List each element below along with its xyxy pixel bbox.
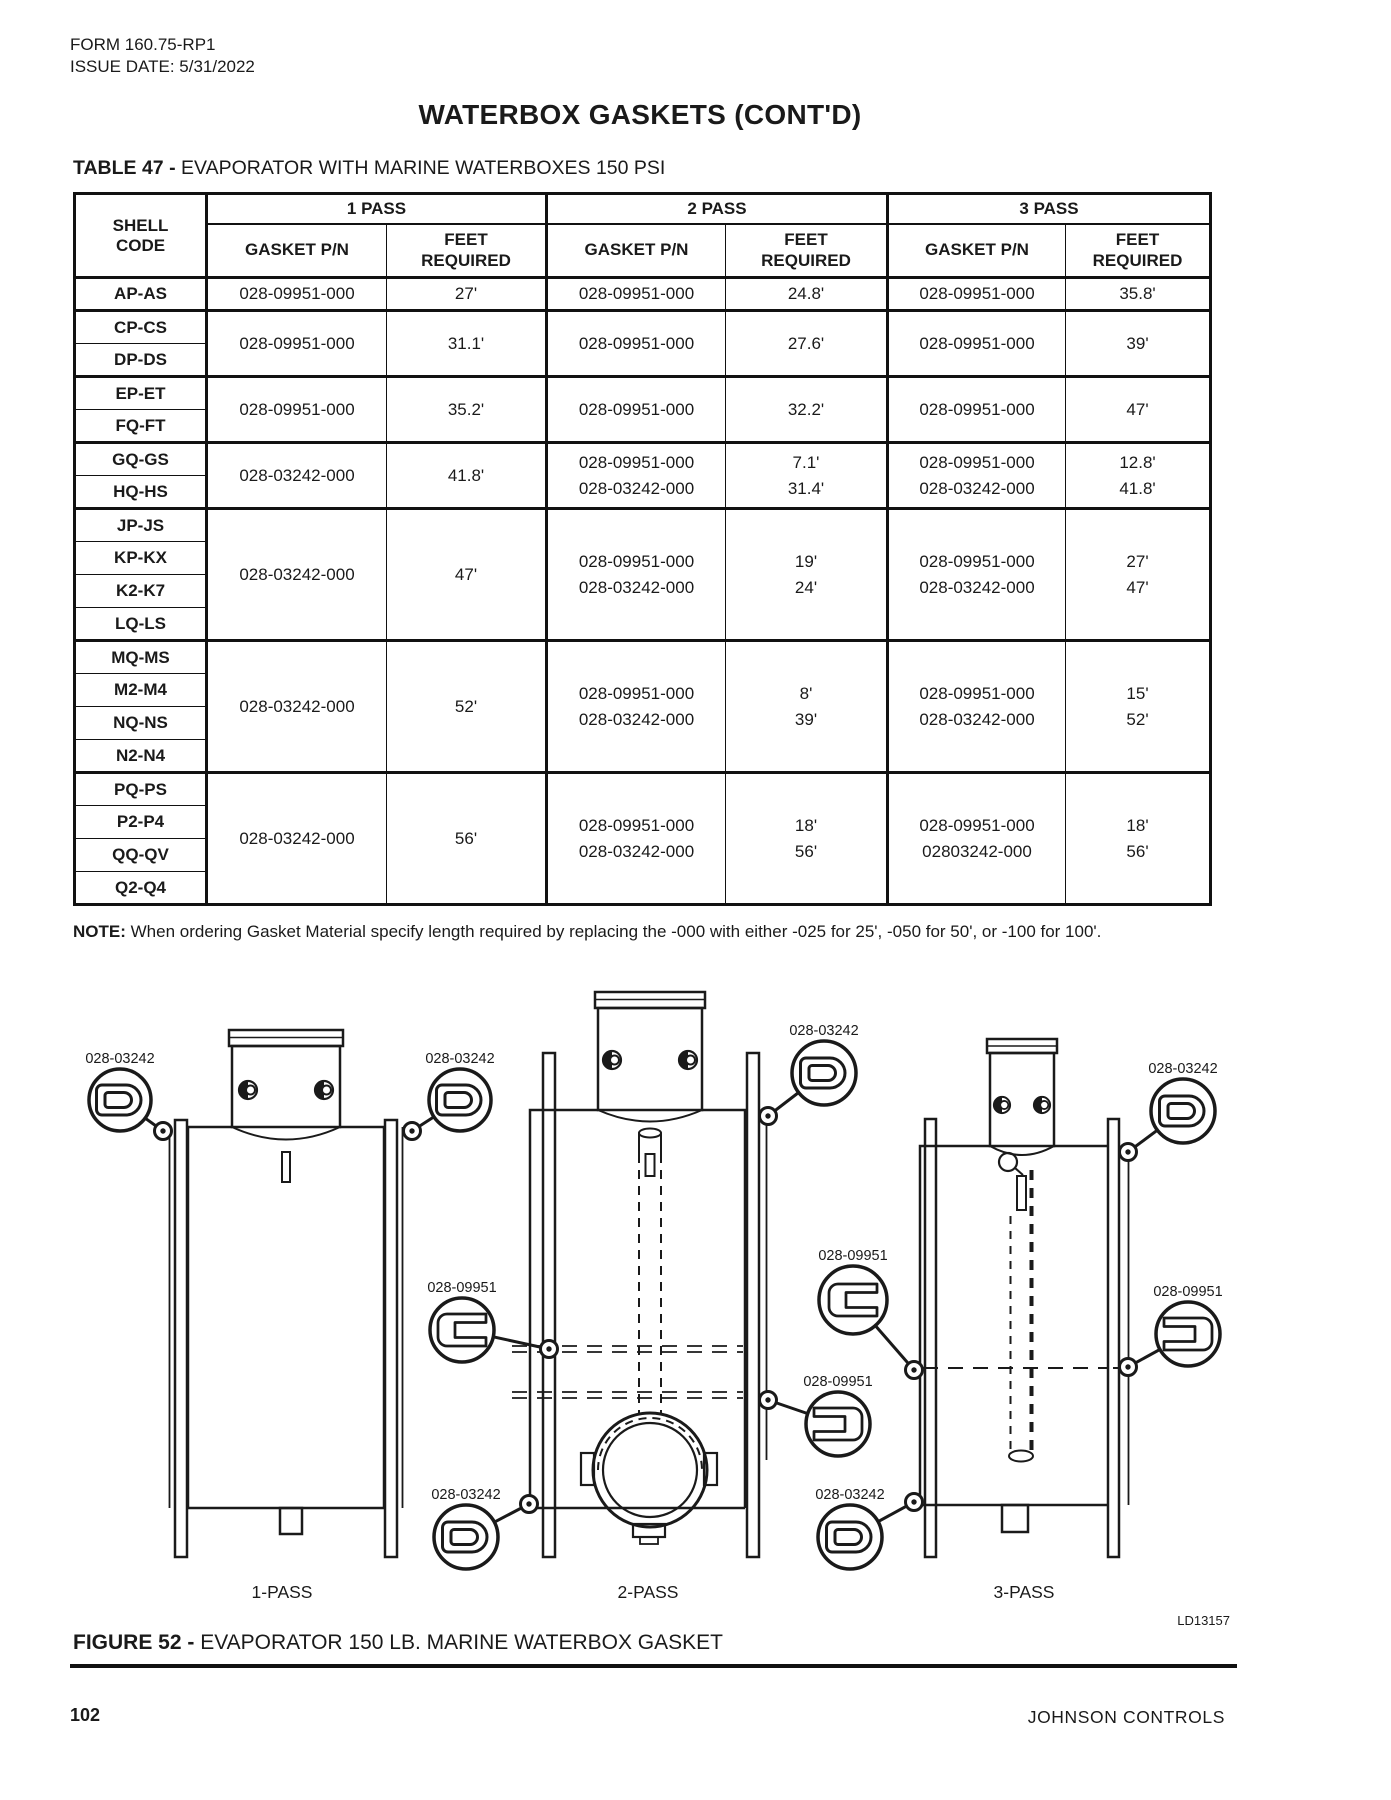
table-caption-text: EVAPORATOR WITH MARINE WATERBOXES 150 PSI [181, 157, 666, 179]
ft-line: 18' [1126, 815, 1149, 835]
bottom-nozzle [1002, 1505, 1028, 1532]
gasket-pn-cell: 028-09951-000 [547, 278, 726, 311]
pass1-header: 1 PASS [207, 194, 547, 224]
table-row [75, 509, 1211, 542]
evaporator-2pass-diagram [512, 992, 767, 1557]
table-row [75, 377, 1211, 410]
feet-required-cell [1066, 641, 1211, 773]
bolt-icon [1034, 1097, 1050, 1113]
pn-line: 028-09951-000 [578, 683, 695, 703]
pn-line: 028-03242-000 [578, 841, 695, 861]
ft-line: 52' [1126, 709, 1149, 729]
bolt-icon [603, 1051, 621, 1069]
table-row [75, 443, 1211, 476]
sight-slot [282, 1152, 290, 1182]
gasket-pn-header: GASKET P/N [547, 224, 726, 278]
ft-line: 18' [794, 815, 818, 835]
form-number: FORM 160.75-RP1 [70, 35, 216, 54]
ft-line: 31.4' [787, 478, 825, 498]
gasket-pn-cell [547, 443, 726, 509]
feet-required-cell [1066, 509, 1211, 641]
gasket-pn-cell [888, 773, 1066, 905]
gasket-pn-header: GASKET P/N [888, 224, 1066, 278]
table-row [75, 641, 1211, 674]
ft-line: 27' [1126, 551, 1149, 571]
callout-3pass-right-partition [1120, 1302, 1221, 1376]
callout-label: 028-09951 [427, 1280, 497, 1296]
table-header-row [75, 194, 1211, 224]
shell-code-header [75, 194, 207, 278]
evaporator-figure [60, 960, 1340, 1620]
table-row [75, 278, 1211, 311]
callout-label: 028-03242 [789, 1023, 859, 1039]
callout-label: 028-03242 [815, 1487, 885, 1503]
bolt-icon [994, 1097, 1010, 1113]
feet-required-cell: 35.2' [387, 377, 547, 443]
figure-caption [73, 1631, 723, 1655]
gasket-pn-cell: 028-09951-000 [207, 377, 387, 443]
shell-code-cell: JP-JS [75, 509, 207, 542]
bottom-nozzle [280, 1508, 302, 1534]
feet-required-cell: 32.2' [726, 377, 888, 443]
page-title: WATERBOX GASKETS (CONT'D) [418, 99, 862, 130]
shell-header-line1: SHELL [112, 215, 169, 235]
callout-2pass-topright [760, 1041, 857, 1125]
issue-date: ISSUE DATE: 5/31/2022 [70, 57, 255, 77]
table-row [75, 773, 1211, 806]
shell-code-cell: MQ-MS [75, 641, 207, 674]
pn-line: 028-03242-000 [578, 709, 695, 729]
table-note [73, 922, 1263, 942]
pn-line: 028-09951-000 [578, 551, 695, 571]
callout-2pass-left-bottom [434, 1496, 538, 1570]
feet-required-cell [726, 641, 888, 773]
shell-code-cell: NQ-NS [75, 707, 207, 740]
shell-code-cell: P2-P4 [75, 806, 207, 839]
gasket-pn-cell [888, 509, 1066, 641]
company-name: JOHNSON CONTROLS [1027, 1707, 1225, 1727]
callout-label: 028-03242 [85, 1051, 155, 1067]
pn-line: 028-03242-000 [919, 709, 1035, 729]
ft-line: 15' [1126, 683, 1149, 703]
feet-required-cell: 39' [1066, 311, 1211, 377]
shell-code-cell: HQ-HS [75, 476, 207, 509]
callout-label: 028-03242 [1148, 1061, 1218, 1077]
feet-required-cell [1066, 773, 1211, 905]
gasket-pn-cell [547, 509, 726, 641]
callout-1pass-right [404, 1069, 492, 1140]
shell-code-cell: DP-DS [75, 344, 207, 377]
feet-required-cell [726, 509, 888, 641]
callout-3pass-left-bottom [818, 1494, 923, 1570]
figure-caption-label: FIGURE 52 - [73, 1631, 195, 1654]
feet-required-cell: 27.6' [726, 311, 888, 377]
note-label: NOTE: [73, 922, 126, 941]
feet-required-cell: 41.8' [387, 443, 547, 509]
pn-line: 028-09951-000 [919, 815, 1035, 835]
shell-code-cell: LQ-LS [75, 608, 207, 641]
evaporator-1pass-diagram [170, 1030, 403, 1557]
callout-label: 028-03242 [431, 1487, 501, 1503]
feet-required-cell: 56' [387, 773, 547, 905]
ft-line: 24' [794, 577, 818, 597]
gasket-pn-cell [547, 641, 726, 773]
evaporator-3pass-diagram [920, 1039, 1129, 1557]
gasket-pn-cell: 028-09951-000 [888, 278, 1066, 311]
shell-code-cell: FQ-FT [75, 410, 207, 443]
gasket-pn-cell: 028-09951-000 [888, 311, 1066, 377]
table-row [75, 311, 1211, 344]
pn-line: 028-09951-000 [919, 452, 1035, 472]
table-caption-label: TABLE 47 - [73, 157, 176, 179]
callout-2pass-right-partition [760, 1392, 871, 1457]
table-subheader-row [75, 224, 1211, 278]
gasket-table [73, 192, 1212, 906]
shell-code-cell: GQ-GS [75, 443, 207, 476]
marine-waterbox-dome [581, 1413, 717, 1544]
shell-code-cell: EP-ET [75, 377, 207, 410]
ft-line: 12.8' [1119, 452, 1156, 472]
callout-label: 028-09951 [1153, 1284, 1223, 1300]
shell-code-cell: KP-KX [75, 542, 207, 575]
feet-required-cell [726, 443, 888, 509]
gasket-table-wrapper [73, 192, 1212, 906]
ft-line: 19' [794, 551, 818, 571]
callout-1pass-left [89, 1069, 172, 1140]
callout-label: 028-09951 [803, 1374, 873, 1390]
shell-header-line2: CODE [115, 235, 166, 255]
figure-caption-text: EVAPORATOR 150 LB. MARINE WATERBOX GASKET [200, 1631, 723, 1654]
shell-code-cell: AP-AS [75, 278, 207, 311]
ft-line: 7.1' [792, 452, 820, 472]
shell-code-cell: CP-CS [75, 311, 207, 344]
shell-code-cell: K2-K7 [75, 575, 207, 608]
feet-required-cell: 35.8' [1066, 278, 1211, 311]
ft-line: 56' [1126, 841, 1149, 861]
pass3-header: 3 PASS [888, 194, 1211, 224]
feet-required-text: FEET REQUIRED [421, 230, 511, 271]
callout-3pass-topright [1120, 1079, 1216, 1161]
drawing-id: LD13157 [1177, 1613, 1230, 1628]
ft-line: 39' [794, 709, 818, 729]
pn-line: 028-09951-000 [919, 683, 1035, 703]
internal-pipe-top [639, 1129, 661, 1138]
shell-code-cell: PQ-PS [75, 773, 207, 806]
pass-label-3: 3-PASS [993, 1582, 1055, 1602]
pass-label-1: 1-PASS [251, 1582, 313, 1602]
hidden-pipe [639, 1154, 661, 1414]
page-number: 102 [70, 1705, 101, 1725]
pn-line: 02803242-000 [922, 841, 1032, 861]
feet-required-cell: 24.8' [726, 278, 888, 311]
gasket-pn-cell [888, 443, 1066, 509]
ft-line: 41.8' [1119, 478, 1156, 498]
pass2-header: 2 PASS [547, 194, 888, 224]
pn-line: 028-03242-000 [919, 577, 1035, 597]
note-text: When ordering Gasket Material specify length required by replacing the -000 with either -025 for 25', -050 for 50', or -100 for 100'. [130, 922, 1102, 941]
feet-required-header [726, 224, 888, 278]
gasket-pn-cell: 028-09951-000 [547, 377, 726, 443]
ft-line: 56' [794, 841, 818, 861]
bolt-icon [239, 1081, 257, 1099]
gasket-pn-cell [547, 773, 726, 905]
footer-rule [70, 1664, 1237, 1668]
callout-label: 028-09951 [818, 1248, 888, 1264]
feet-required-text: FEET REQUIRED [1092, 230, 1183, 271]
feet-required-cell: 47' [387, 509, 547, 641]
feet-required-cell: 52' [387, 641, 547, 773]
shell-code-cell: M2-M4 [75, 674, 207, 707]
feet-required-header [387, 224, 547, 278]
pn-line: 028-09951-000 [578, 815, 695, 835]
gasket-pn-cell: 028-03242-000 [207, 773, 387, 905]
shell-code-cell: Q2-Q4 [75, 872, 207, 905]
pn-line: 028-09951-000 [919, 551, 1035, 571]
feet-required-cell: 47' [1066, 377, 1211, 443]
gasket-pn-cell: 028-03242-000 [207, 641, 387, 773]
pass-label-2: 2-PASS [617, 1582, 679, 1602]
bolt-icon [315, 1081, 333, 1099]
gasket-pn-cell: 028-03242-000 [207, 443, 387, 509]
gasket-pn-cell: 028-09951-000 [888, 377, 1066, 443]
shell-code-cell: N2-N4 [75, 740, 207, 773]
feet-required-text: FEET REQUIRED [761, 230, 851, 271]
feet-required-cell [1066, 443, 1211, 509]
feet-required-cell: 27' [387, 278, 547, 311]
ft-line: 47' [1126, 577, 1149, 597]
feet-required-cell [726, 773, 888, 905]
callout-label: 028-03242 [425, 1051, 495, 1067]
gasket-pn-cell: 028-09951-000 [207, 311, 387, 377]
gas​ket-pn-cell: 028-03242-000 [207, 509, 387, 641]
pn-line: 028-03242-000 [578, 478, 695, 498]
table-caption [73, 157, 665, 180]
pn-line: 028-03242-000 [919, 478, 1035, 498]
gasket-pn-cell: 028-09951-000 [207, 278, 387, 311]
document-header [70, 34, 255, 79]
shell-code-cell: QQ-QV [75, 839, 207, 872]
bolt-icon [679, 1051, 697, 1069]
gasket-pn-cell [888, 641, 1066, 773]
pn-line: 028-09951-000 [578, 452, 695, 472]
feet-required-cell: 31.1' [387, 311, 547, 377]
ft-line: 8' [799, 683, 813, 703]
gasket-pn-header: GASKET P/N [207, 224, 387, 278]
feet-required-header [1066, 224, 1211, 278]
pn-line: 028-03242-000 [578, 577, 695, 597]
gasket-pn-cell: 028-09951-000 [547, 311, 726, 377]
callout-3pass-left-partition [819, 1266, 923, 1379]
vent-fitting [999, 1153, 1017, 1171]
